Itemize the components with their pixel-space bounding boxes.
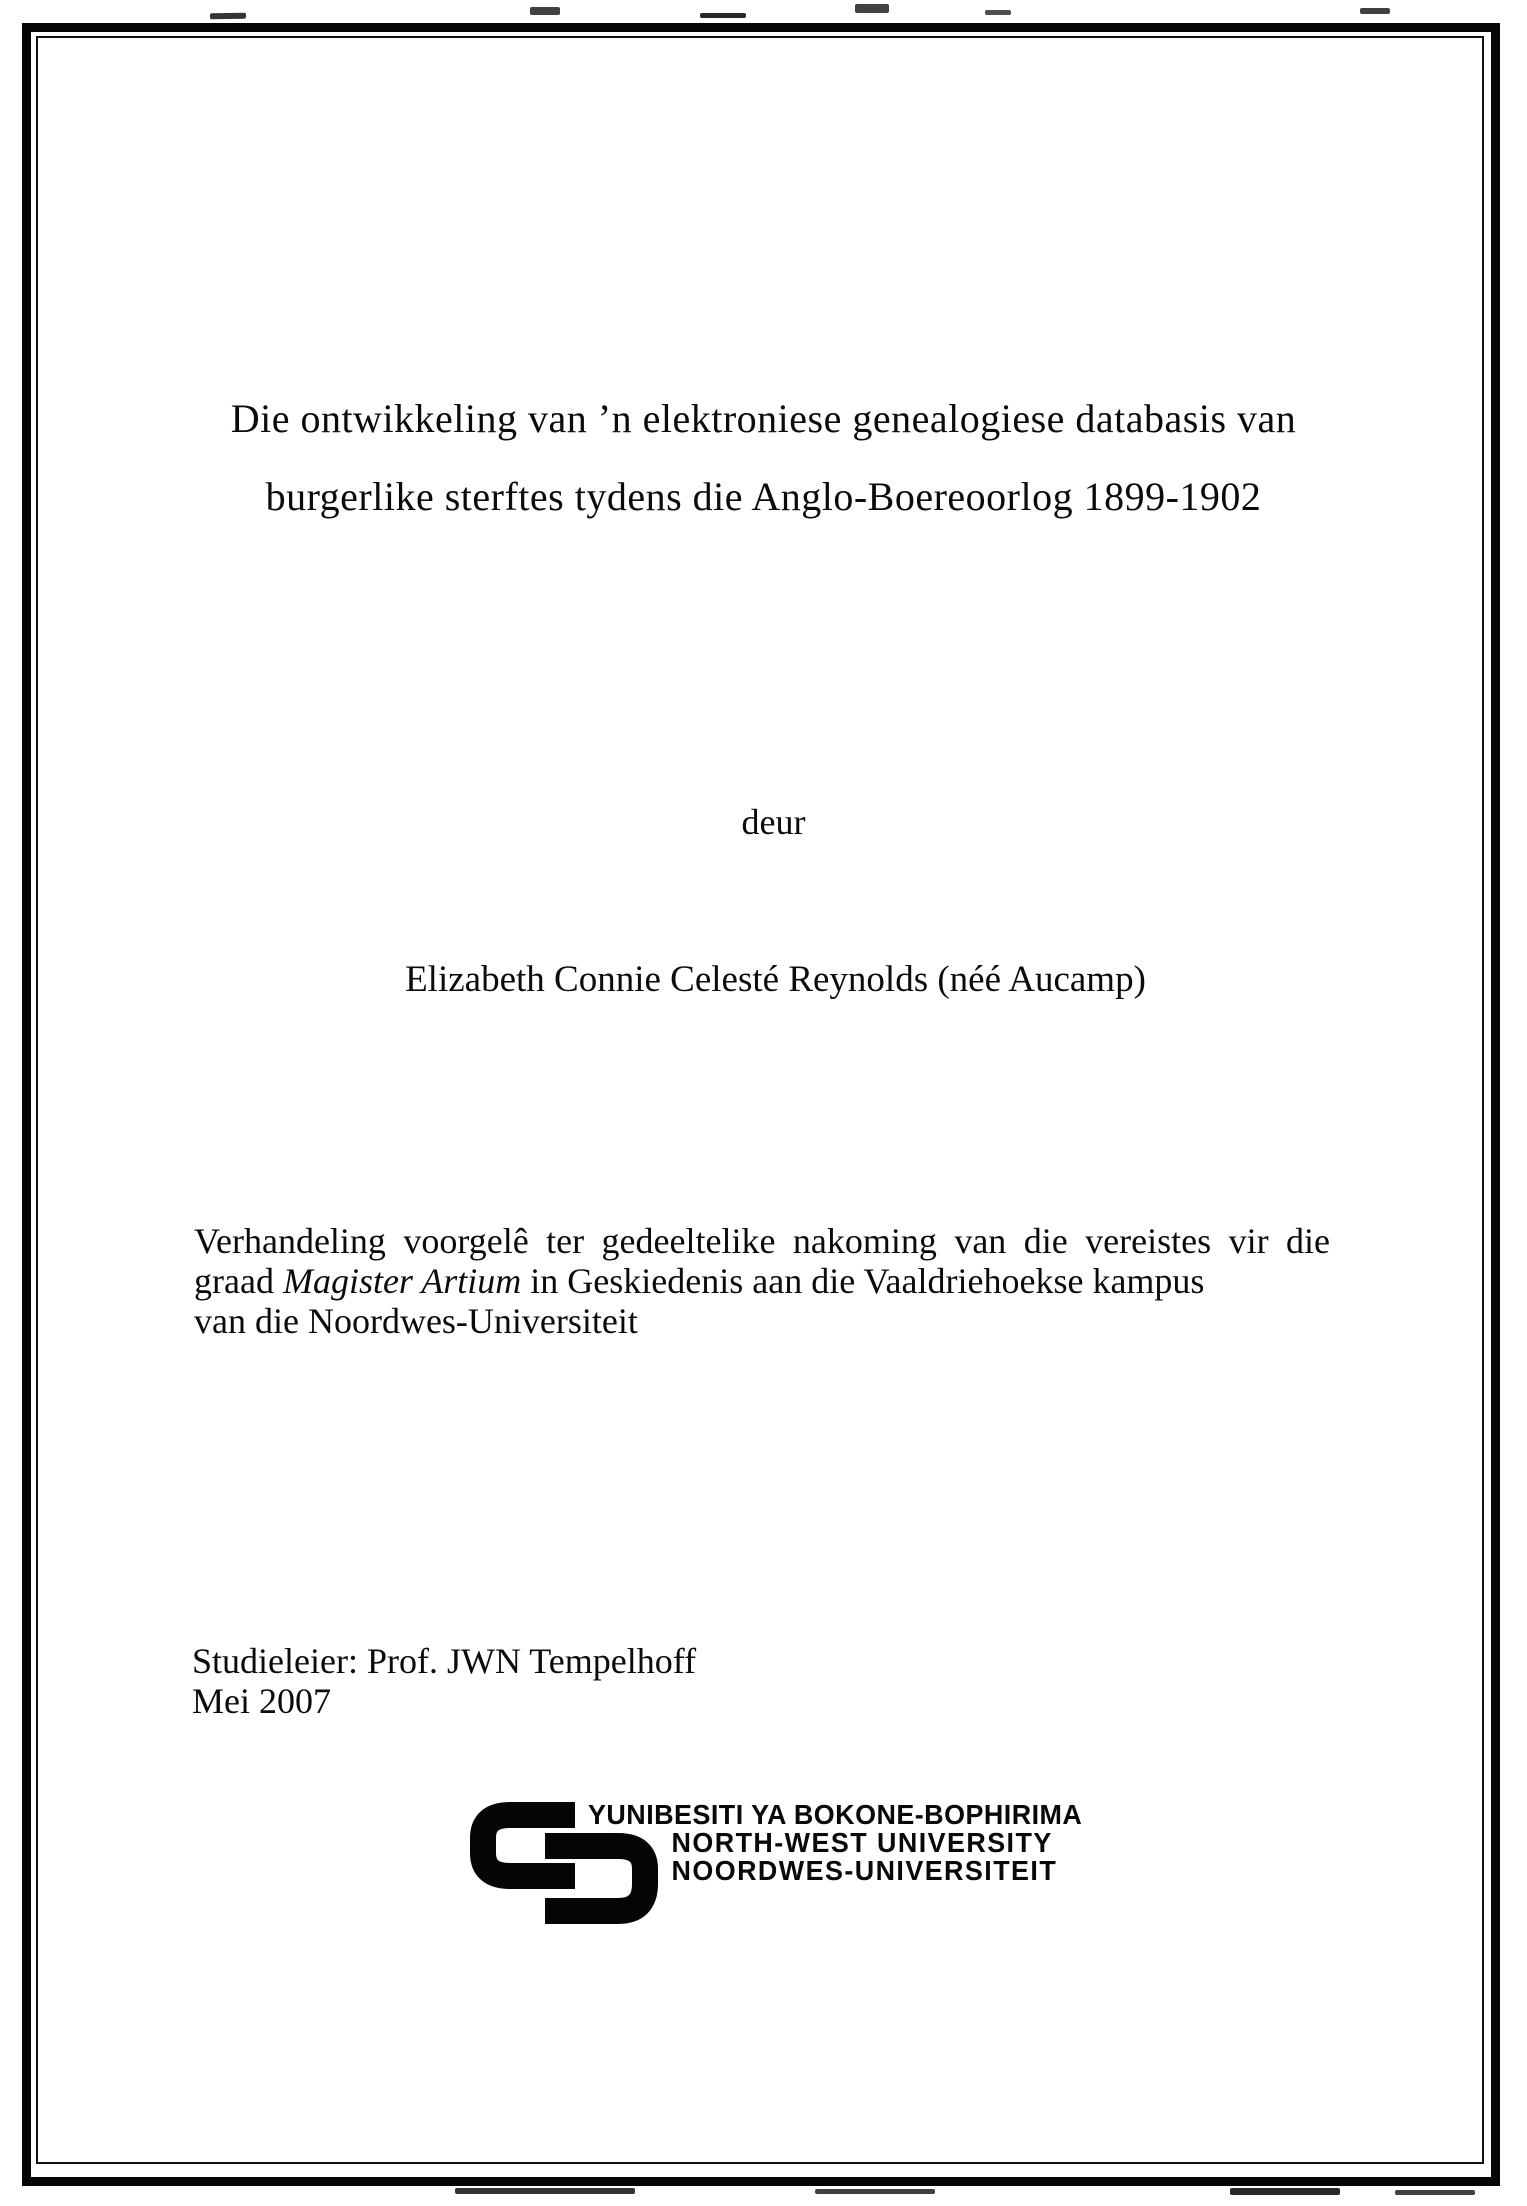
degree-statement-line2 [194,1261,1330,1301]
degree-statement-line1: Verhandeling voorgelê ter gedeeltelike nakoming van die vereistes vir die [194,1221,1330,1261]
university-name-block [588,1801,1082,1885]
scan-artifact [985,10,1011,15]
thesis-title [100,380,1427,536]
scan-artifact [1360,8,1390,14]
author-name: Elizabeth Connie Celesté Reynolds (néé Aucamp) [405,959,1146,1000]
scan-artifact [700,13,746,18]
scan-artifact [1395,2190,1475,2195]
scan-artifact [815,2189,935,2194]
scan-artifact [210,13,246,20]
degree-name-italic: Magister Artium [282,1261,522,1301]
degree-statement-line2-post: in Geskiedenis aan die Vaaldriehoekse kampus [521,1261,1205,1301]
thesis-title-line2: burgerlike sterftes tydens die Anglo-Boereoorlog 1899-1902 [265,474,1262,519]
degree-statement-line2-pre: graad [194,1261,283,1301]
university-name-afrikaans: NOORDWES-UNIVERSITEIT [671,1855,1058,1886]
university-name-setswana: YUNIBESITI YA BOKONE-BOPHIRIMA [588,1799,1083,1830]
degree-statement [194,1221,1330,1341]
scan-artifact [530,7,560,15]
university-name-english: NORTH-WEST UNIVERSITY [671,1827,1053,1858]
degree-statement-line3: van die Noordwes-Universiteit [194,1301,638,1341]
supervisor-block [192,1641,696,1721]
thesis-title-line1: Die ontwikkeling van ’n elektroniese genealogiese databasis van [230,396,1297,441]
scan-artifact [455,2188,635,2194]
byline-label: deur [741,802,806,842]
supervisor-line: Studieleier: Prof. JWN Tempelhoff [192,1641,697,1681]
scan-artifact [855,4,889,13]
date-line: Mei 2007 [192,1681,331,1721]
scan-artifact [1230,2188,1340,2195]
